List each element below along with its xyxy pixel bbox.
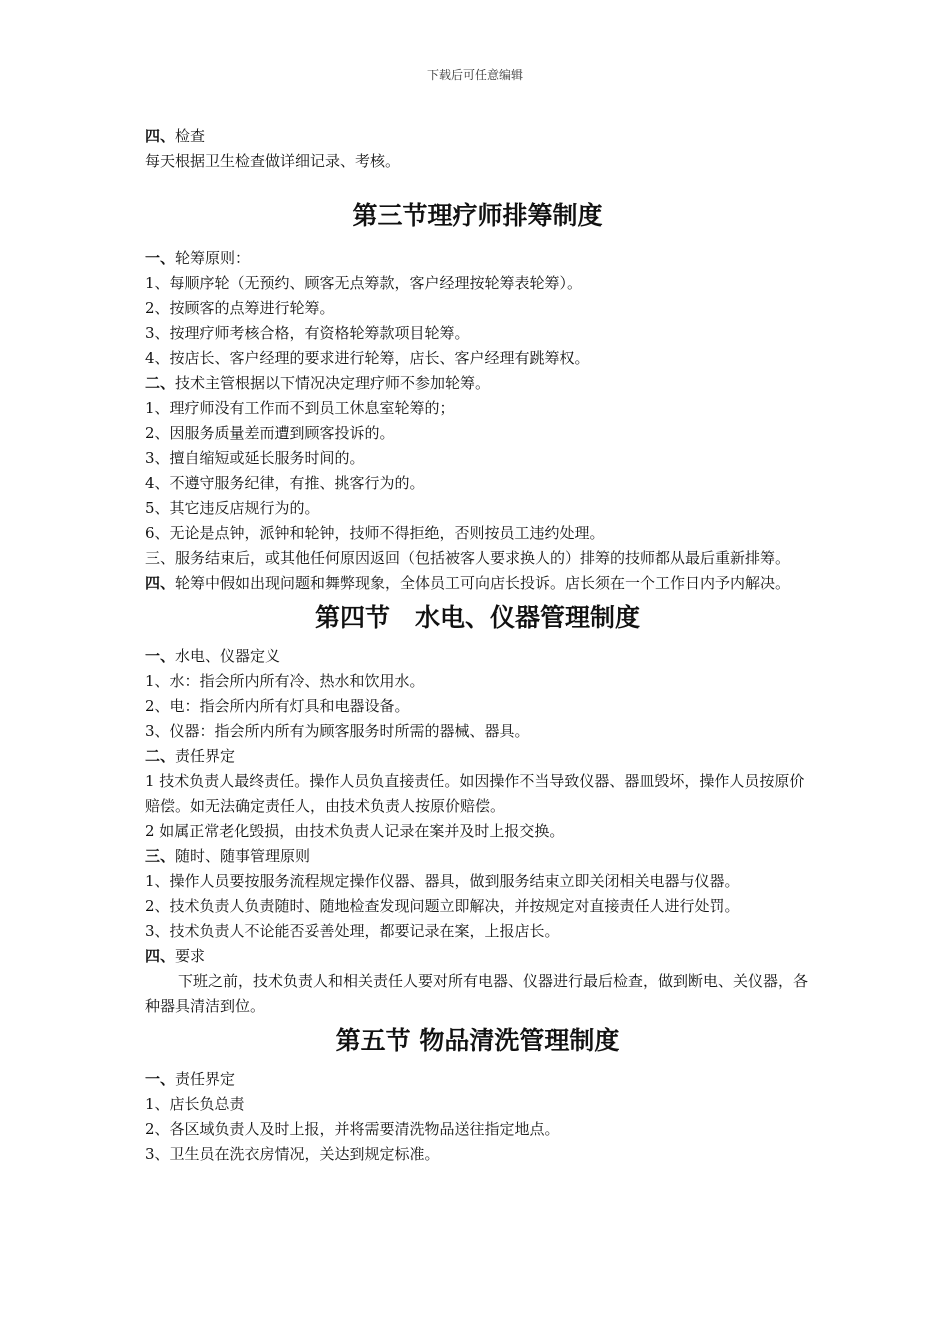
paragraph-line [145, 346, 810, 371]
line-text: 2、技术负责人负责随时、随地检查发现问题立即解决，并按规定对直接责任人进行处罚。 [145, 897, 740, 915]
line-text: 随时、随事管理原则 [175, 847, 311, 865]
item-number: 二、 [145, 374, 176, 392]
line-text: 1、店长负总责 [145, 1095, 245, 1113]
paragraph-line [145, 321, 810, 346]
line-text: 检查 [175, 127, 206, 145]
line-text: 4、按店长、客户经理的要求进行轮筹，店长、客户经理有跳筹权。 [145, 349, 590, 367]
paragraph-line [145, 769, 810, 819]
line-text: 1、水：指会所内所有冷、热水和饮用水。 [145, 672, 425, 690]
page-header: 下载后可任意编辑 [426, 68, 523, 82]
line-text: 1、理疗师没有工作而不到员工休息室轮筹的； [145, 399, 455, 417]
paragraph-line [145, 546, 810, 571]
paragraph-line [145, 471, 810, 496]
line-text: 3、仪器：指会所内所有为顾客服务时所需的器械、器具。 [145, 722, 530, 740]
line-text: 6、无论是点钟，派钟和轮钟，技师不得拒绝，否则按员工违约处理。 [145, 524, 605, 542]
line-text: 2、按顾客的点筹进行轮筹。 [145, 299, 335, 317]
paragraph-line [145, 969, 810, 1019]
line-text: 责任界定 [175, 1070, 236, 1088]
line-text: 三、服务结束后，或其他任何原因返回（包括被客人要求换人的）排筹的技师都从最后重新排筹。 [145, 549, 791, 567]
line-text: 轮筹中假如出现问题和舞弊现象，全体员工可向店长投诉。店长须在一个工作日内予内解决。 [175, 574, 791, 592]
item-number: 二、 [145, 747, 176, 765]
line-text: 1、每顺序轮（无预约、顾客无点筹款，客户经理按轮筹表轮筹）。 [145, 274, 583, 292]
line-text: 下班之前，技术负责人和相关责任人要对所有电器、仪器进行最后检查，做到断电、关仪器，各种器具清洁到位。 [145, 972, 809, 1015]
line-text: 责任界定 [175, 747, 236, 765]
section-heading [145, 198, 810, 234]
paragraph-line [145, 421, 810, 446]
line-text: 技术主管根据以下情况决定理疗师不参加轮筹。 [175, 374, 491, 392]
paragraph-line [145, 819, 810, 844]
line-text: 4、不遵守服务纪律，有推、挑客行为的。 [145, 474, 425, 492]
document-body [145, 124, 810, 1167]
paragraph-line [145, 446, 810, 471]
line-text: 2、电：指会所内所有灯具和电器设备。 [145, 697, 410, 715]
paragraph-line [145, 296, 810, 321]
paragraph-line [145, 719, 810, 744]
section-heading [145, 1023, 810, 1059]
line-text: 3、技术负责人不论能否妥善处理，都要记录在案，上报店长。 [145, 922, 560, 940]
heading-text: 第五节 物品清洗管理制度 [335, 1026, 620, 1055]
heading-text: 第四节 水电、仪器管理制度 [314, 603, 640, 632]
paragraph-line [145, 744, 810, 769]
paragraph-line [145, 149, 810, 174]
line-text: 1 技术负责人最终责任。操作人员负直接责任。如因操作不当导致仪器、器皿毁坏，操作人员按原价赔偿。如无法确定责任人，由技术负责人按原价赔偿。 [145, 772, 805, 815]
paragraph-line [145, 944, 810, 969]
line-text: 2、因服务质量差而遭到顾客投诉的。 [145, 424, 395, 442]
paragraph-line [145, 919, 810, 944]
line-text: 1、操作人员要按服务流程规定操作仪器、器具，做到服务结束立即关闭相关电器与仪器。 [145, 872, 740, 890]
paragraph-line [145, 271, 810, 296]
item-number: 一、 [145, 1070, 176, 1088]
line-text: 要求 [175, 947, 206, 965]
paragraph-line [145, 396, 810, 421]
item-number: 四、 [145, 947, 176, 965]
paragraph-line [145, 644, 810, 669]
paragraph-line [145, 669, 810, 694]
paragraph-line [145, 844, 810, 869]
line-text: 水电、仪器定义 [175, 647, 281, 665]
paragraph-line [145, 124, 810, 149]
item-number: 三、 [145, 847, 176, 865]
paragraph-line [145, 1117, 810, 1142]
line-text: 2 如属正常老化毁损，由技术负责人记录在案并及时上报交换。 [145, 822, 565, 840]
line-text: 3、卫生员在洗衣房情况，关达到规定标准。 [145, 1145, 440, 1163]
line-text: 2、各区域负责人及时上报，并将需要清洗物品送往指定地点。 [145, 1120, 560, 1138]
item-number: 四、 [145, 127, 176, 145]
paragraph-line [145, 571, 810, 596]
line-text: 3、按理疗师考核合格，有资格轮筹款项目轮筹。 [145, 324, 470, 342]
paragraph-line [145, 246, 810, 271]
heading-text: 第三节理疗师排筹制度 [352, 201, 603, 230]
paragraph-line [145, 1142, 810, 1167]
paragraph-line [145, 694, 810, 719]
item-number: 一、 [145, 647, 176, 665]
paragraph-line [145, 1092, 810, 1117]
paragraph-line [145, 521, 810, 546]
line-text: 每天根据卫生检查做详细记录、考核。 [145, 152, 401, 170]
paragraph-line [145, 496, 810, 521]
section-heading [145, 600, 810, 636]
item-number: 四、 [145, 574, 176, 592]
paragraph-line [145, 1067, 810, 1092]
item-number: 一、 [145, 249, 176, 267]
line-text: 轮筹原则： [175, 249, 251, 267]
line-text: 5、其它违反店规行为的。 [145, 499, 320, 517]
paragraph-line [145, 371, 810, 396]
line-text: 3、擅自缩短或延长服务时间的。 [145, 449, 365, 467]
paragraph-line [145, 894, 810, 919]
paragraph-line [145, 869, 810, 894]
